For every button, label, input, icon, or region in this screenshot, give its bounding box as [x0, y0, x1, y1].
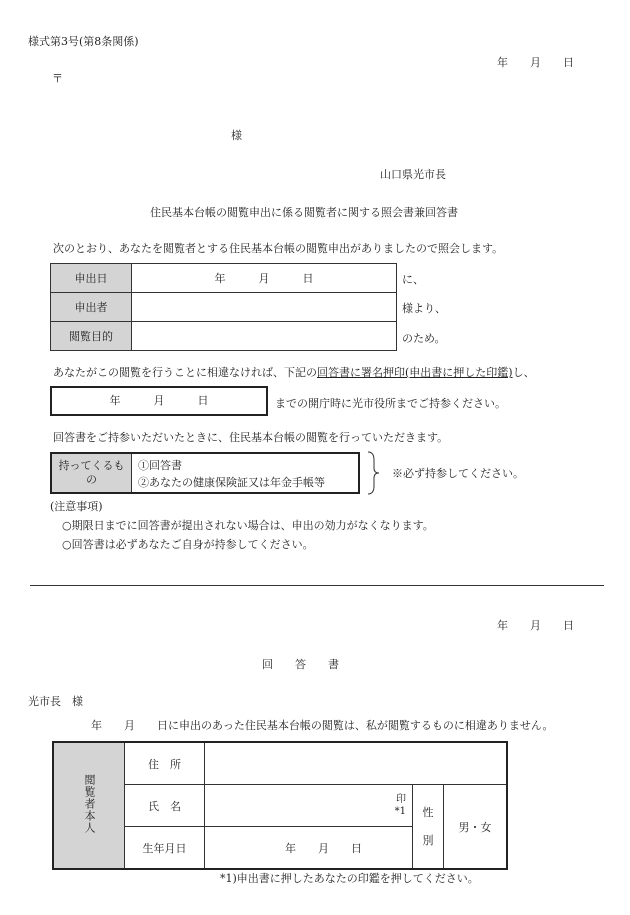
purpose-suffix: のため。 [402, 332, 446, 345]
section-divider [30, 585, 604, 586]
answer-date: 年 月 日 [497, 619, 574, 632]
bring-label: 持ってくるもの [52, 454, 132, 492]
consent-text-pre: あなたがこの閲覧を行うことに相違なければ、下記の [53, 366, 317, 379]
intro-text: 次のとおり、あなたを閲覧者とする住民基本台帳の閲覧申出がありましたので照会します。 [53, 242, 504, 255]
list-item: ②あなたの健康保険証又は年金手帳等 [138, 476, 325, 489]
answer-addressee: 光市長 様 [28, 695, 83, 708]
note-item: ○回答書は必ずあなたご自身が持参してください。 [62, 538, 314, 551]
viewer-table [52, 741, 508, 870]
list-item: ①回答書 [138, 459, 182, 472]
bring-notice: 回答書をご持参いただいたときに、住民基本台帳の閲覧を行っていただきます。 [53, 431, 449, 444]
note-item: ○期限日までに回答書が提出されない場合は、申出の効力がなくなります。 [62, 519, 434, 532]
name-value [205, 785, 413, 827]
answer-title: 回 答 書 [262, 658, 339, 671]
consent-text-underlined: 回答書に署名押印(申出書に押した印鑑) [317, 366, 513, 379]
deadline-date-box [50, 386, 268, 416]
birth-date: 年 月 日 [205, 827, 413, 870]
bring-box [50, 452, 360, 494]
table-row [51, 264, 397, 293]
deadline-date: 年 月 日 [109, 394, 209, 407]
request-table [50, 263, 397, 351]
bring-note: ※必ず持参してください。 [392, 467, 524, 480]
table-row [53, 742, 507, 785]
seal-note-ref: *1 [394, 805, 406, 817]
postal-mark: 〒 [52, 72, 63, 85]
gender-label-text: 性別 [422, 805, 434, 847]
issuer: 山口県光市長 [380, 168, 446, 181]
seal-mark: 印 [396, 793, 406, 805]
purpose-label: 閲覧目的 [51, 322, 132, 351]
request-date-value: 年 月 日 [132, 264, 397, 293]
gender-options: 男・女 [444, 785, 508, 870]
address-label: 住 所 [125, 742, 205, 785]
requester-value [132, 293, 397, 322]
consent-text-post: し、 [512, 366, 535, 379]
table-row [51, 322, 397, 351]
date-label: 年 月 日 [497, 56, 574, 69]
consent-text [53, 364, 535, 380]
birth-label: 生年月日 [125, 827, 205, 870]
form-number: 様式第3号(第8条関係) [28, 35, 139, 48]
answer-statement: 年 月 日に申出のあった住民基本台帳の閲覧は、私が閲覧するものに相違ありません。 [91, 719, 554, 732]
purpose-value [132, 322, 397, 351]
requester-label: 申出者 [51, 293, 132, 322]
footnote: *1)申出書に押したあなたの印鑑を押してください。 [220, 872, 479, 885]
table-row [51, 293, 397, 322]
request-date-label: 申出日 [51, 264, 132, 293]
requester-suffix: 様より、 [402, 302, 446, 315]
brace-icon [366, 450, 380, 496]
gender-label [413, 785, 444, 870]
recipient-suffix: 様 [231, 129, 242, 142]
viewer-side-label [53, 742, 125, 869]
document-title: 住民基本台帳の閲覧申出に係る閲覧者に関する照会書兼回答書 [150, 206, 458, 219]
deadline-text: までの開庁時に光市役所までご持参ください。 [275, 397, 506, 410]
bring-items [132, 454, 331, 492]
viewer-side-text: 閲覧者本人 [83, 774, 96, 834]
request-date-suffix: に、 [402, 273, 424, 286]
name-label: 氏 名 [125, 785, 205, 827]
notes-heading: (注意事項) [50, 500, 103, 513]
address-value [205, 742, 508, 785]
